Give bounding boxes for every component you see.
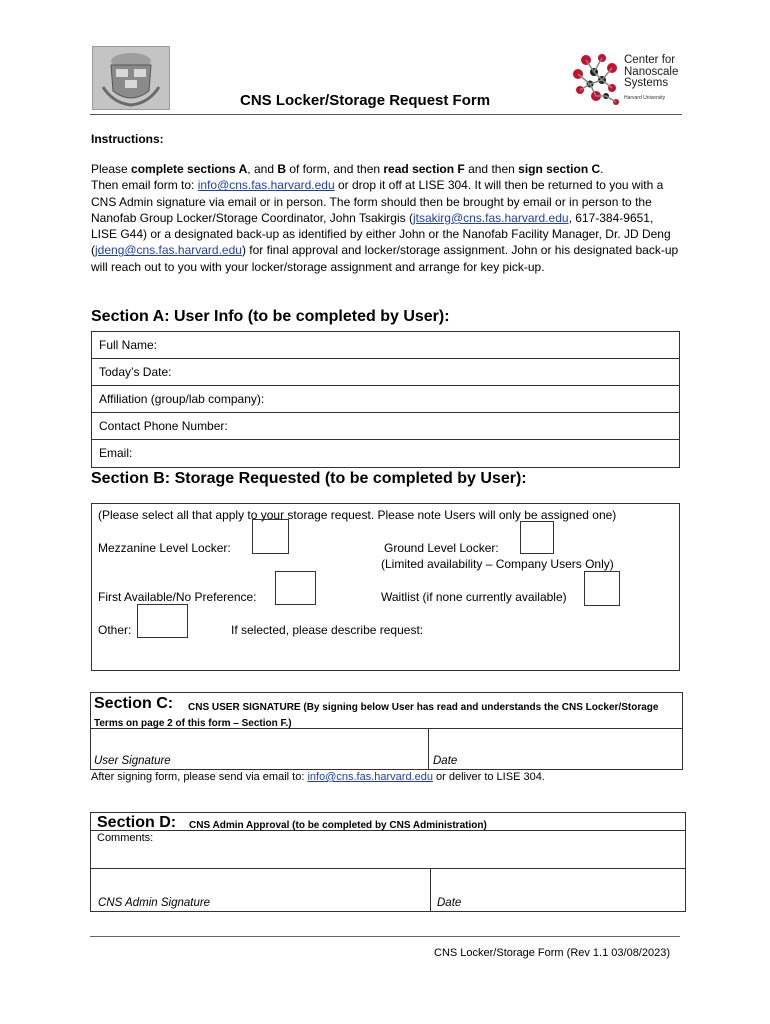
- section-b-heading: Section B: Storage Requested (to be completed by User):: [91, 470, 527, 487]
- section-a-table: [91, 331, 680, 468]
- mezzanine-locker-checkbox[interactable]: [252, 519, 289, 554]
- other-checkbox[interactable]: [137, 604, 188, 638]
- after-signing-note: After signing form, please send via email to: info@cns.fas.harvard.edu or deliver to LISE 304.: [91, 771, 545, 783]
- user-date-label[interactable]: Date: [433, 755, 458, 767]
- cns-molecule-icon: [572, 52, 622, 108]
- comments-field[interactable]: Comments:: [97, 832, 154, 844]
- ground-locker-label: Ground Level Locker:: [384, 541, 499, 555]
- ground-locker-note: (Limited availability – Company Users Only): [381, 557, 614, 571]
- cns-logo: [572, 52, 684, 108]
- cns-logo-text: Center for Nanoscale Systems: [624, 54, 679, 89]
- affiliation-field[interactable]: Affiliation (group/lab company):: [92, 386, 679, 413]
- describe-request-label: If selected, please describe request:: [231, 623, 424, 637]
- section-d-divider: [90, 868, 686, 869]
- seal-icon: [93, 47, 169, 109]
- page-title: CNS Locker/Storage Request Form: [240, 92, 491, 109]
- first-available-checkbox[interactable]: [275, 571, 316, 605]
- title-divider: [90, 114, 682, 115]
- email-link-info[interactable]: info@cns.fas.harvard.edu: [197, 178, 335, 193]
- harvard-seal-image: [92, 46, 170, 110]
- section-c-col-divider: [428, 728, 429, 770]
- email-link-jtsakirg[interactable]: jtsakirg@cns.fas.harvard.edu: [412, 210, 569, 225]
- waitlist-checkbox[interactable]: [584, 571, 620, 606]
- email-link-info-2[interactable]: info@cns.fas.harvard.edu: [307, 771, 433, 783]
- section-c-description: CNS USER SIGNATURE (By signing below User has read and understands the CNS Locker/Storage Terms on page 2 of this form – Section F.): [94, 702, 659, 729]
- full-name-field[interactable]: Full Name:: [92, 332, 679, 359]
- todays-date-field[interactable]: Today’s Date:: [92, 359, 679, 386]
- mezzanine-locker-label: Mezzanine Level Locker:: [98, 541, 231, 555]
- section-d-col-divider: [430, 868, 431, 912]
- footer-revision: CNS Locker/Storage Form (Rev 1.1 03/08/2023): [434, 947, 671, 959]
- footer-divider: [90, 936, 680, 937]
- instructions-heading: Instructions:: [91, 132, 164, 146]
- email-link-jdeng[interactable]: jdeng@cns.fas.harvard.edu: [95, 243, 242, 258]
- cns-logo-subtitle: Harvard University: [624, 95, 666, 101]
- other-label: Other:: [98, 623, 132, 637]
- section-a-heading: Section A: User Info (to be completed by User):: [91, 308, 450, 325]
- section-d-heading: Section D:: [97, 814, 177, 831]
- email-field[interactable]: Email:: [99, 446, 133, 460]
- waitlist-label: Waitlist (if none currently available): [381, 590, 567, 604]
- section-c-heading: Section C:: [94, 695, 174, 712]
- ground-locker-checkbox[interactable]: [520, 521, 554, 554]
- section-d-description: CNS Admin Approval (to be completed by CNS Administration): [189, 820, 487, 831]
- section-b-note: (Please select all that apply to your storage request. Please note Users will only be assigned one): [98, 508, 617, 522]
- user-signature-label[interactable]: User Signature: [94, 755, 171, 767]
- contact-phone-field[interactable]: Contact Phone Number:: [92, 413, 679, 440]
- admin-signature-label[interactable]: CNS Admin Signature: [98, 897, 211, 909]
- instructions-text: Please complete sections A, and B of form, and then read section F and then sign section C. Then email form to: info@cns.fas.harvard.edu or drop it off at LISE 304. It will then be returned to you with a CNS Admin signature via email or in person. The form should then be brought by email or in person to the Nanofab Group Locker/Storage Coordinator, John Tsakirgis (jtsakirg@cns.fas.harvard.edu, 617-384-9651, LISE G44) or a designated back-up as identified by either John or the Nanofab Facility Manager, Dr. JD Deng (jdeng@cns.fas.harvard.edu) for final approval and locker/storage assignment. John or his designated back-up will reach out to you with your locker/storage assignment and arrange for key pick-up.: [91, 162, 679, 274]
- first-available-label: First Available/No Preference:: [98, 590, 257, 604]
- admin-date-label[interactable]: Date: [437, 897, 462, 909]
